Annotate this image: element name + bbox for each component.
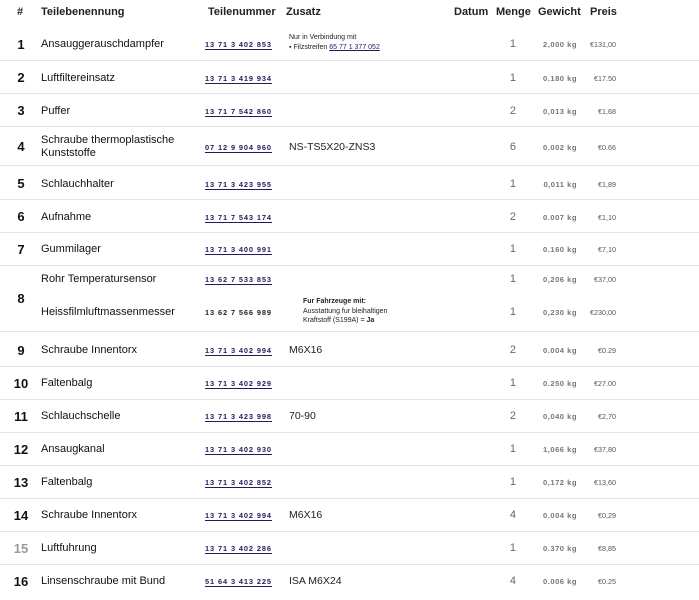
part-name-line: Schraube thermoplastische xyxy=(41,134,175,146)
quantity: 2 xyxy=(509,105,516,117)
note-line xyxy=(303,316,387,326)
row-number: 1 xyxy=(17,37,25,52)
part-name: Schlauchschelle xyxy=(41,410,121,422)
column-header-weight: Gewicht xyxy=(538,6,581,18)
quantity: 1 xyxy=(509,443,516,455)
part-number-link[interactable]: 13 71 7 543 174 xyxy=(205,213,272,222)
sub-row xyxy=(0,292,699,330)
weight: 1,066 kg xyxy=(543,445,577,454)
weight: 0,172 kg xyxy=(543,478,577,487)
note-text: Kraftstoff (S199A) = xyxy=(303,317,367,324)
row-number: 2 xyxy=(17,70,25,85)
price: €7,10 xyxy=(598,245,616,254)
price: €17.50 xyxy=(594,74,616,83)
row-number: 9 xyxy=(17,343,25,358)
weight: 2,000 kg xyxy=(543,40,577,49)
part-number-link[interactable]: 13 62 7 533 853 xyxy=(205,275,272,284)
column-header-number: # xyxy=(17,6,24,18)
price: €2,70 xyxy=(598,412,616,421)
weight: 0,206 kg xyxy=(543,275,577,284)
table-row xyxy=(0,266,699,332)
price: €1,89 xyxy=(598,180,616,189)
part-name: Schlauchhalter xyxy=(41,178,114,190)
part-number-link[interactable]: 51 64 3 413 225 xyxy=(205,577,272,586)
quantity: 6 xyxy=(509,141,516,153)
row-number: 15 xyxy=(13,541,29,556)
part-name: Ansauggerauschdampfer xyxy=(41,38,164,50)
table-row xyxy=(0,127,699,166)
row-number: 7 xyxy=(17,242,25,257)
extra-value: ISA M6X24 xyxy=(289,575,342,587)
table-row xyxy=(0,466,699,499)
price: €131,00 xyxy=(590,40,616,49)
row-number: 5 xyxy=(17,176,25,191)
extra-value: M6X16 xyxy=(289,509,323,521)
part-name: Schraube Innentorx xyxy=(41,344,138,356)
row-number: 4 xyxy=(17,139,25,154)
weight: 0.160 kg xyxy=(543,245,577,254)
price: €0,29 xyxy=(598,511,616,520)
weight: 0.250 kg xyxy=(543,379,577,388)
table-row xyxy=(0,334,699,367)
part-number-link[interactable]: 13 71 3 402 852 xyxy=(205,478,272,487)
column-header-date: Datum xyxy=(454,6,489,18)
part-name: Luftfiltereinsatz xyxy=(41,72,115,84)
extra-note xyxy=(289,33,380,52)
part-name: Faltenbalg xyxy=(41,476,93,488)
note-line: Nur in Verbindung mit xyxy=(289,34,357,41)
part-name-line: Kunststoffe xyxy=(41,147,96,159)
price: €1,68 xyxy=(598,107,616,116)
table-row xyxy=(0,28,699,61)
column-header-price: Preis xyxy=(590,6,617,18)
table-row xyxy=(0,167,699,200)
table-row xyxy=(0,61,699,94)
quantity: 1 xyxy=(509,542,516,554)
part-number-link[interactable]: 13 71 3 402 853 xyxy=(205,40,272,49)
table-row xyxy=(0,565,699,597)
table-row xyxy=(0,400,699,433)
quantity: 4 xyxy=(509,575,516,587)
part-number-link[interactable]: 13 71 3 419 934 xyxy=(205,74,272,83)
weight: 0.180 kg xyxy=(543,74,577,83)
column-header-part-number: Teilenummer xyxy=(208,6,276,18)
note-value: Ja xyxy=(366,317,375,324)
row-number: 10 xyxy=(13,376,29,391)
weight: 0,013 kg xyxy=(543,107,577,116)
quantity: 2 xyxy=(509,211,516,223)
price: €1,10 xyxy=(598,213,616,222)
part-number-link[interactable]: 13 71 3 423 955 xyxy=(205,180,272,189)
part-name: Puffer xyxy=(41,105,71,117)
part-number-link[interactable]: 13 71 3 423 998 xyxy=(205,412,272,421)
note-part-link[interactable]: 65 77 1 377 052 xyxy=(329,43,380,51)
part-number-link[interactable]: 13 71 3 402 994 xyxy=(205,346,272,355)
column-header-extra: Zusatz xyxy=(286,6,321,18)
price: €27.00 xyxy=(594,379,616,388)
row-number: 11 xyxy=(14,409,28,424)
weight: 0.370 kg xyxy=(543,544,577,553)
weight: 0.004 kg xyxy=(543,346,577,355)
part-name: Faltenbalg xyxy=(41,377,93,389)
part-name: Linsenschraube mit Bund xyxy=(41,575,166,587)
note-text: Filzstreifen xyxy=(293,43,330,51)
weight: 0,230 kg xyxy=(543,308,577,317)
table-row xyxy=(0,532,699,565)
table-row xyxy=(0,499,699,532)
weight: 0.002 kg xyxy=(543,143,577,152)
quantity: 1 xyxy=(509,273,516,285)
part-name: Rohr Temperatursensor xyxy=(41,273,157,285)
quantity: 1 xyxy=(509,38,516,50)
table-header xyxy=(0,0,699,24)
row-number: 6 xyxy=(17,209,25,224)
column-header-quantity: Menge xyxy=(496,6,531,18)
part-number-link[interactable]: 13 71 3 402 286 xyxy=(205,544,272,553)
part-name: Schraube Innentorx xyxy=(41,509,138,521)
row-number: 12 xyxy=(13,442,29,457)
price: €8,85 xyxy=(598,544,616,553)
price: €0.66 xyxy=(598,143,616,152)
part-number-link[interactable]: 13 71 3 402 994 xyxy=(205,511,272,520)
part-number-link[interactable]: 13 71 7 542 860 xyxy=(205,107,272,116)
quantity: 2 xyxy=(509,344,516,356)
table-row xyxy=(0,94,699,127)
part-number-link[interactable]: 13 71 3 400 991 xyxy=(205,245,272,254)
row-number: 16 xyxy=(13,574,29,589)
quantity: 1 xyxy=(509,72,516,84)
price: €13,60 xyxy=(594,478,616,487)
sub-row xyxy=(0,266,699,292)
part-name xyxy=(41,134,174,160)
quantity: 1 xyxy=(509,377,516,389)
note-line: ▪ Filzstreifen 65 77 1 377 052 xyxy=(289,43,380,51)
weight: 0,011 kg xyxy=(543,180,577,189)
price: €0.29 xyxy=(598,346,616,355)
part-number[interactable]: 13 62 7 566 989 xyxy=(205,308,272,317)
weight: 0,040 kg xyxy=(543,412,577,421)
price: €230,00 xyxy=(590,308,616,317)
part-name: Ansaugkanal xyxy=(41,443,105,455)
part-number-link[interactable]: 13 71 3 402 930 xyxy=(205,445,272,454)
quantity: 1 xyxy=(509,178,516,190)
row-number: 3 xyxy=(17,103,25,118)
quantity: 2 xyxy=(509,410,516,422)
part-name: Aufnahme xyxy=(41,211,92,223)
table-row xyxy=(0,433,699,466)
part-number-link[interactable]: 07 12 9 904 960 xyxy=(205,143,272,152)
row-number: 14 xyxy=(13,508,29,523)
quantity: 1 xyxy=(509,243,516,255)
row-number: 8 xyxy=(17,291,25,306)
row-number: 13 xyxy=(13,475,29,490)
table-row xyxy=(0,200,699,233)
note-heading: Fur Fahrzeuge mit: xyxy=(303,298,367,305)
weight: 0.006 kg xyxy=(543,577,577,586)
table-row xyxy=(0,233,699,266)
quantity: 4 xyxy=(509,509,516,521)
fitment-note xyxy=(303,297,387,326)
price: €37,00 xyxy=(594,275,616,284)
note-line: Ausstattung fur bleihaltigen xyxy=(303,307,388,315)
quantity: 1 xyxy=(509,476,516,488)
weight: 0.007 kg xyxy=(543,213,577,222)
price: €37,80 xyxy=(594,445,616,454)
quantity: 1 xyxy=(509,306,516,318)
part-name: Luftfuhrung xyxy=(41,542,97,554)
part-name: Heissfilmluftmassenmesser xyxy=(41,306,175,318)
extra-value: 70-90 xyxy=(289,410,316,422)
column-header-name: Teilebenennung xyxy=(41,6,125,18)
part-number-link[interactable]: 13 71 3 402 929 xyxy=(205,379,272,388)
table-row xyxy=(0,367,699,400)
extra-value: M6X16 xyxy=(289,344,323,356)
extra-value: NS-TS5X20-ZNS3 xyxy=(289,141,376,153)
price: €0.25 xyxy=(598,577,616,586)
part-name: Gummilager xyxy=(41,243,101,255)
weight: 0.004 kg xyxy=(543,511,577,520)
